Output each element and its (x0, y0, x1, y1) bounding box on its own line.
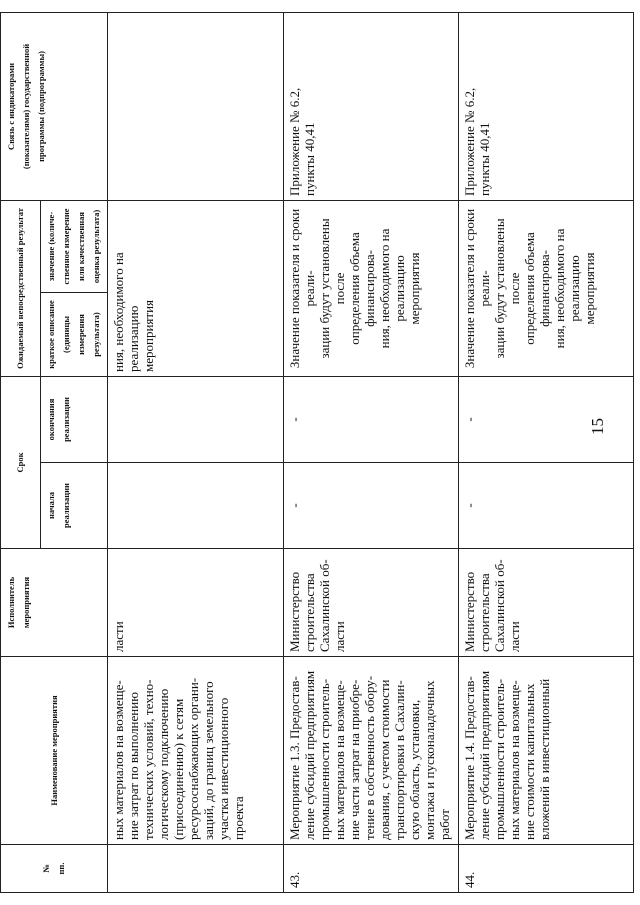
row-name: Мероприятие 1.4. Предостав- ление субсидий предприятиям промышленности строитель- ных материалов на возмеще- ние стоимости капитальных вложений в инвестиционный (459, 657, 634, 845)
row-link: Приложение № 6.2, пункты 40,41 (459, 12, 634, 200)
row-executor: ласти (108, 549, 284, 657)
header-term: Срок (1, 376, 41, 548)
row-result: Значение показателя и сроки реали- зации будут установлены после определения объема финансирова- ния, необходимого на реализацию мероприятия (459, 200, 634, 376)
table-row (284, 12, 459, 892)
row-result: ния, необходимого на реализацию мероприятия (108, 200, 284, 376)
header-link: Связь с индикаторами (показателями) государственной программы (подпрограммы) (1, 12, 108, 200)
row-end: - (284, 376, 459, 462)
header-result-desc: краткое описание (единицы измерения результата) (41, 292, 108, 376)
header-num: № пп. (1, 845, 108, 893)
header-name: Наименование мероприятия (1, 657, 108, 845)
header-term-start: начала реализации (41, 463, 108, 549)
header-term-end: окончания реализации (41, 376, 108, 462)
row-num: 43. (284, 845, 459, 893)
header-executor: Исполнитель мероприятия (1, 549, 108, 657)
row-start: - (459, 463, 634, 549)
row-name: Мероприятие 1.3. Предостав- ление субсидий предприятиям промышленности строитель- ных материалов на возмеще- ние части затрат на приобре- тение в собственность обору- дования, с учетом стоимости транспортировки в Сахалин- скую область, установки, монтажа и пусконаладочных работ (284, 657, 459, 845)
table-row (459, 12, 634, 892)
row-num: 44. (459, 845, 634, 893)
header-result-value: значение (количе- ственное измерение или качественная оценка результата) (41, 200, 108, 292)
row-executor: Министерство строительства Сахалинской об- ласти (459, 549, 634, 657)
header-result: Ожидаемый непосредственный результат (1, 200, 41, 376)
row-end: - (459, 376, 634, 462)
table-row (108, 12, 284, 892)
page-number: 15 (588, 418, 607, 435)
row-start: - (284, 463, 459, 549)
row-name: ных материалов на возмеще- ние затрат по выполнению технических условий, техно- логическому подключению (присоединению) к сетям ресурсоснабжающих органи- заций, до границ земельного участка инвестиционного проекта (108, 657, 284, 845)
measures-table (0, 12, 634, 893)
row-executor: Министерство строительства Сахалинской об- ласти (284, 549, 459, 657)
row-num (108, 845, 284, 893)
row-result: Значение показателя и сроки реали- зации будут установлены после определения объема финансирова- ния, необходимого на реализацию мероприятия (284, 200, 459, 376)
row-link: Приложение № 6.2, пункты 40,41 (284, 12, 459, 200)
row-start (108, 463, 284, 549)
row-link (108, 12, 284, 200)
row-end (108, 376, 284, 462)
